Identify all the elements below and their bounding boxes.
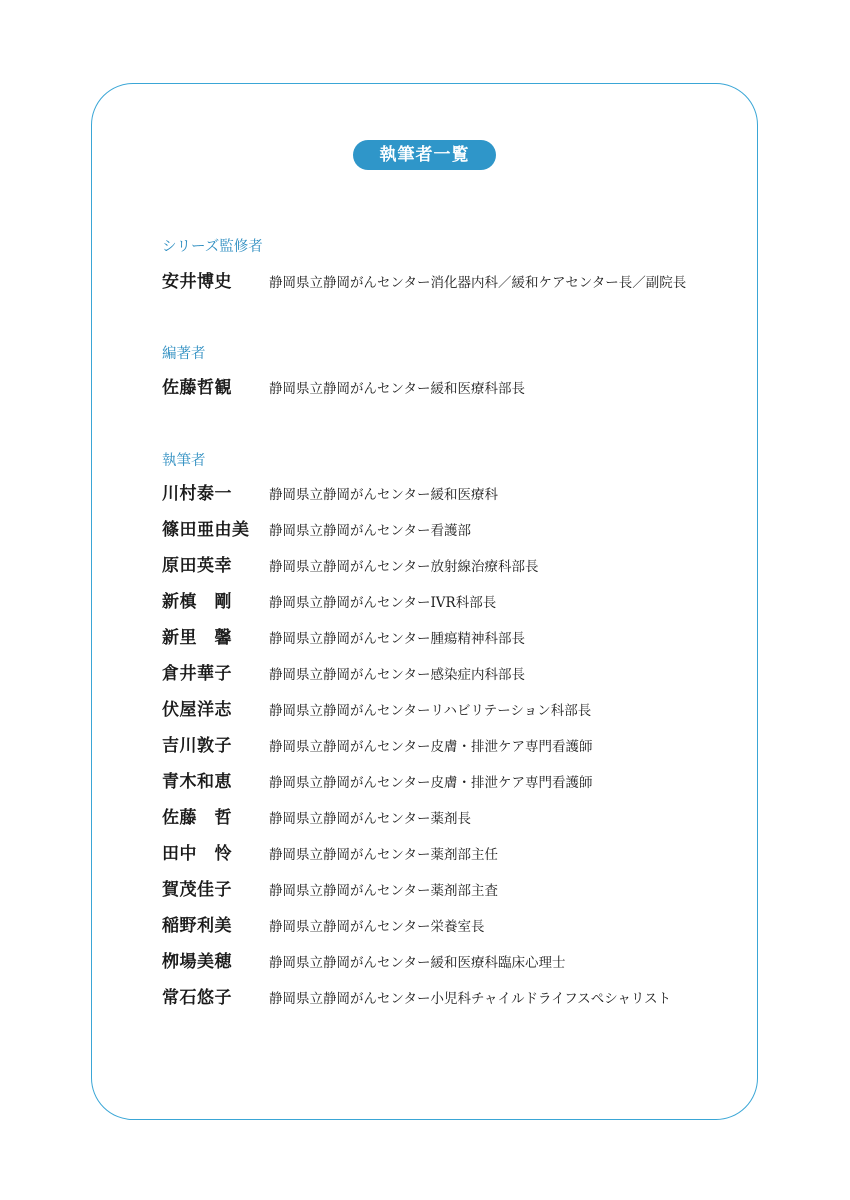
author-name: 新槙 剛	[162, 592, 232, 612]
author-name: 安井博史	[162, 272, 232, 292]
author-affiliation: 静岡県立静岡がんセンター緩和医療科部長	[269, 381, 525, 397]
author-affiliation: 静岡県立静岡がんセンター看護部	[269, 523, 471, 539]
author-row	[162, 698, 722, 722]
author-row	[162, 590, 722, 614]
page-title: 執筆者一覧	[353, 140, 496, 170]
author-affiliation: 静岡県立静岡がんセンター消化器内科／緩和ケアセンター長／副院長	[269, 275, 687, 291]
author-row	[162, 662, 722, 686]
author-affiliation: 静岡県立静岡がんセンター薬剤部主査	[269, 883, 498, 899]
author-affiliation: 静岡県立静岡がんセンター薬剤部主任	[269, 847, 498, 863]
author-name: 佐藤 哲	[162, 808, 232, 828]
author-row	[162, 518, 722, 542]
author-name: 原田英幸	[162, 556, 232, 576]
author-affiliation: 静岡県立静岡がんセンター小児科チャイルドライフスペシャリスト	[269, 991, 672, 1007]
author-name: 常石悠子	[162, 988, 232, 1008]
author-affiliation: 静岡県立静岡がんセンター皮膚・排泄ケア専門看護師	[269, 775, 593, 791]
author-row	[162, 914, 722, 938]
author-row	[162, 554, 722, 578]
author-affiliation: 静岡県立静岡がんセンターリハビリテーション科部長	[269, 703, 592, 719]
author-name: 青木和恵	[162, 772, 232, 792]
author-name: 栁場美穂	[162, 952, 232, 972]
author-name: 伏屋洋志	[162, 700, 232, 720]
author-affiliation: 静岡県立静岡がんセンターIVR科部長	[269, 595, 497, 611]
author-affiliation: 静岡県立静岡がんセンター感染症内科部長	[269, 667, 525, 683]
author-affiliation: 静岡県立静岡がんセンター栄養室長	[269, 919, 485, 935]
author-row	[162, 950, 722, 974]
section-heading-authors: 執筆者	[162, 453, 206, 469]
author-name: 新里 馨	[162, 628, 232, 648]
author-row	[162, 842, 722, 866]
author-affiliation: 静岡県立静岡がんセンター皮膚・排泄ケア専門看護師	[269, 739, 593, 755]
author-affiliation: 静岡県立静岡がんセンター緩和医療科	[269, 487, 498, 503]
section-heading-editor: 編著者	[162, 346, 206, 362]
author-name: 佐藤哲観	[162, 378, 232, 398]
author-row	[162, 270, 722, 294]
author-name: 田中 怜	[162, 844, 232, 864]
author-affiliation: 静岡県立静岡がんセンター薬剤長	[269, 811, 471, 827]
author-name: 川村泰一	[162, 484, 232, 504]
author-row	[162, 376, 722, 400]
author-name: 稲野利美	[162, 916, 232, 936]
author-row	[162, 878, 722, 902]
author-row	[162, 770, 722, 794]
author-name: 倉井華子	[162, 664, 232, 684]
author-row	[162, 806, 722, 830]
author-name: 吉川敦子	[162, 736, 232, 756]
author-affiliation: 静岡県立静岡がんセンター緩和医療科臨床心理士	[269, 955, 566, 971]
author-row	[162, 482, 722, 506]
author-name: 賀茂佳子	[162, 880, 232, 900]
author-row	[162, 734, 722, 758]
author-affiliation: 静岡県立静岡がんセンター放射線治療科部長	[269, 559, 539, 575]
author-name: 篠田亜由美	[162, 520, 250, 540]
author-affiliation: 静岡県立静岡がんセンター腫瘍精神科部長	[269, 631, 525, 647]
author-row	[162, 626, 722, 650]
section-heading-supervisor: シリーズ監修者	[162, 239, 263, 255]
author-row	[162, 986, 722, 1010]
